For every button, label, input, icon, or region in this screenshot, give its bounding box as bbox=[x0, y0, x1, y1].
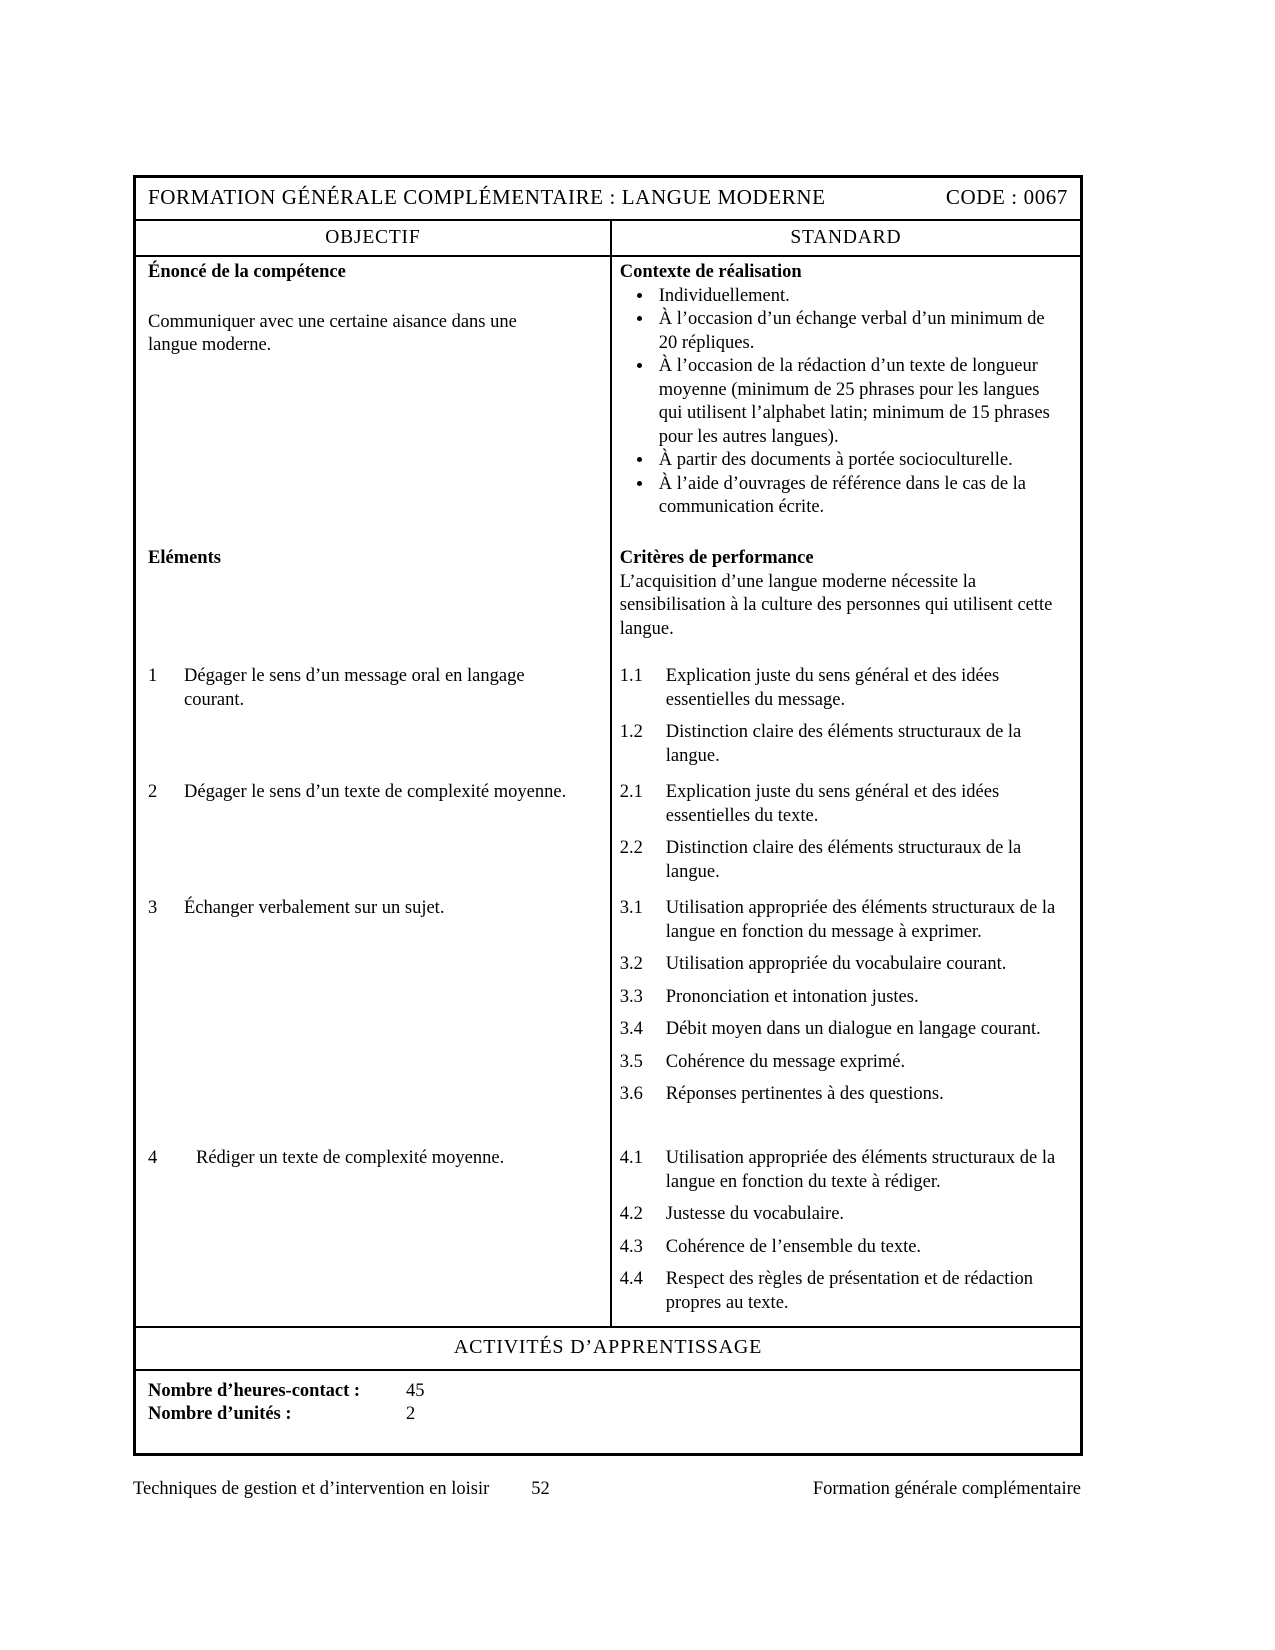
cell-element-2 bbox=[136, 779, 612, 895]
criteria-text: Utilisation appropriée du vocabulaire courant. bbox=[665, 954, 1007, 974]
criteria-text: Distinction claire des éléments structuraux de la langue. bbox=[665, 838, 1022, 882]
enonce-text: Communiquer avec une certaine aisance dans une langue moderne. bbox=[148, 311, 517, 355]
criteria-item bbox=[620, 1147, 1056, 1194]
criteria-number: 1.1 bbox=[619, 666, 643, 686]
criteria-number: 4.2 bbox=[619, 1204, 643, 1224]
element-item bbox=[148, 665, 596, 712]
criteria-item bbox=[620, 897, 1056, 944]
criteria-number: 1.2 bbox=[619, 722, 643, 742]
criteria-text: Débit moyen dans un dialogue en langage courant. bbox=[665, 1019, 1041, 1039]
cell-criteria-3 bbox=[612, 895, 1080, 1145]
element-number: 4 bbox=[148, 1148, 158, 1168]
footer-page-number: 52 bbox=[531, 1479, 550, 1499]
criteria-number: 3.6 bbox=[619, 1084, 643, 1104]
column-header-standard: STANDARD bbox=[790, 226, 902, 248]
hours-contact-label: Nombre d’heures-contact : bbox=[148, 1380, 361, 1401]
row-element-1 bbox=[136, 663, 1080, 779]
criteria-number: 3.3 bbox=[619, 986, 643, 1007]
element-number: 2 bbox=[148, 782, 158, 802]
title-row bbox=[136, 178, 1080, 221]
criteria-text: Cohérence de l’ensemble du texte. bbox=[665, 1236, 922, 1257]
hours-contact-value: 45 bbox=[406, 1380, 425, 1401]
criteria-number: 4.3 bbox=[619, 1236, 643, 1257]
enonce-heading: Énoncé de la compétence bbox=[148, 262, 346, 282]
row-element-4 bbox=[136, 1145, 1080, 1326]
criteria-item bbox=[620, 1018, 1056, 1042]
cell-element-4 bbox=[136, 1145, 612, 1326]
criteria-item bbox=[620, 1083, 1056, 1107]
competency-table bbox=[133, 175, 1083, 1456]
cell-criteria-1 bbox=[612, 663, 1080, 779]
cell-criteria-2 bbox=[612, 779, 1080, 895]
cell-criteria-4 bbox=[612, 1145, 1080, 1326]
criteria-item bbox=[620, 1203, 1056, 1227]
criteria-item bbox=[620, 721, 1056, 768]
hours-section bbox=[136, 1371, 1080, 1453]
element-item bbox=[148, 897, 596, 921]
criteria-number: 4.1 bbox=[619, 1148, 643, 1168]
cell-enonce bbox=[136, 257, 612, 545]
criteria-number: 4.4 bbox=[619, 1269, 643, 1289]
criteria-item bbox=[620, 1236, 1056, 1260]
criteria-text: Justesse du vocabulaire. bbox=[665, 1204, 845, 1224]
bullet-item: • À l’occasion d’un échange verbal d’un minimum de 20 répliques. bbox=[654, 308, 1056, 355]
activities-heading: ACTIVITÉS D’APPRENTISSAGE bbox=[136, 1326, 1080, 1371]
cell-contexte bbox=[612, 257, 1080, 545]
cell-element-3 bbox=[136, 895, 612, 1145]
column-header-row bbox=[136, 221, 1080, 258]
criteria-number: 2.2 bbox=[619, 838, 643, 858]
criteria-item bbox=[620, 1051, 1056, 1075]
bullet-item: • À partir des documents à portée socioculturelle. bbox=[654, 449, 1056, 473]
units-label: Nombre d’unités : bbox=[148, 1404, 292, 1424]
units-line bbox=[148, 1403, 1068, 1427]
element-number: 1 bbox=[148, 666, 158, 686]
element-text: Échanger verbalement sur un sujet. bbox=[184, 898, 445, 918]
criteria-item bbox=[620, 986, 1056, 1010]
element-item bbox=[148, 1147, 596, 1171]
criteria-text: Utilisation appropriée des éléments structuraux de la langue en fonction du texte à rédiger. bbox=[665, 1148, 1056, 1192]
criteria-text: Prononciation et intonation justes. bbox=[665, 986, 919, 1007]
footer-program-name: Techniques de gestion et d’intervention en loisir bbox=[133, 1479, 490, 1499]
units-value: 2 bbox=[406, 1404, 416, 1424]
row-element-2 bbox=[136, 779, 1080, 895]
element-text: Dégager le sens d’un texte de complexité moyenne. bbox=[184, 782, 567, 802]
row-element-3 bbox=[136, 895, 1080, 1145]
criteria-text: Utilisation appropriée des éléments structuraux de la langue en fonction du message à exprimer. bbox=[665, 898, 1056, 942]
bullet-item: • À l’aide d’ouvrages de référence dans le cas de la communication écrite. bbox=[654, 473, 1056, 520]
cell-criteres-heading bbox=[612, 545, 1080, 663]
doc-code: CODE : 0067 bbox=[945, 185, 1068, 209]
footer-section-name: Formation générale complémentaire bbox=[812, 1479, 1081, 1499]
column-header-objectif: OBJECTIF bbox=[136, 221, 612, 256]
doc-title: FORMATION GÉNÉRALE COMPLÉMENTAIRE : LANGUE MODERNE bbox=[148, 185, 826, 209]
element-text: Dégager le sens d’un message oral en langage courant. bbox=[184, 666, 525, 710]
criteria-text: Explication juste du sens général et des idées essentielles du message. bbox=[665, 666, 1000, 710]
row-elements-criteres bbox=[136, 545, 1080, 663]
page-footer bbox=[133, 1478, 1081, 1502]
criteria-number: 3.1 bbox=[619, 898, 643, 918]
criteria-text: Explication juste du sens général et des idées essentielles du texte. bbox=[665, 782, 1000, 826]
cell-element-1 bbox=[136, 663, 612, 779]
element-text: Rédiger un texte de complexité moyenne. bbox=[196, 1148, 505, 1168]
contexte-bullet-list bbox=[620, 285, 1056, 520]
bullet-item: • À l’occasion de la rédaction d’un texte de longueur moyenne (minimum de 25 phrases pour les langues qui utilisent l’alphabet latin; minimum de 15 phrases pour les autres langues). bbox=[654, 355, 1056, 449]
criteria-item bbox=[620, 781, 1056, 828]
criteria-text: Réponses pertinentes à des questions. bbox=[665, 1084, 944, 1104]
criteria-number: 2.1 bbox=[619, 782, 643, 802]
criteria-text: Cohérence du message exprimé. bbox=[665, 1051, 906, 1072]
bullet-item: • Individuellement. bbox=[654, 285, 1056, 309]
criteria-item bbox=[620, 953, 1056, 977]
row-enonce-contexte bbox=[136, 257, 1080, 545]
criteres-heading: Critères de performance bbox=[619, 548, 814, 568]
criteria-text: Respect des règles de présentation et de rédaction propres au texte. bbox=[665, 1269, 1034, 1313]
hours-contact-line bbox=[148, 1380, 1068, 1404]
criteria-number: 3.2 bbox=[619, 954, 643, 974]
cell-elements-heading bbox=[136, 545, 612, 663]
contexte-heading: Contexte de réalisation bbox=[619, 262, 802, 282]
criteria-number: 3.5 bbox=[619, 1051, 643, 1072]
criteria-number: 3.4 bbox=[619, 1019, 643, 1039]
criteres-intro: L’acquisition d’une langue moderne nécessite la sensibilisation à la culture des personnes qui utilisent cette langue. bbox=[619, 571, 1053, 639]
criteria-text: Distinction claire des éléments structuraux de la langue. bbox=[665, 722, 1022, 766]
criteria-item bbox=[620, 837, 1056, 884]
criteria-item bbox=[620, 665, 1056, 712]
element-item bbox=[148, 781, 596, 805]
element-number: 3 bbox=[148, 898, 158, 918]
criteria-item bbox=[620, 1268, 1056, 1315]
elements-heading: Eléments bbox=[148, 548, 221, 568]
